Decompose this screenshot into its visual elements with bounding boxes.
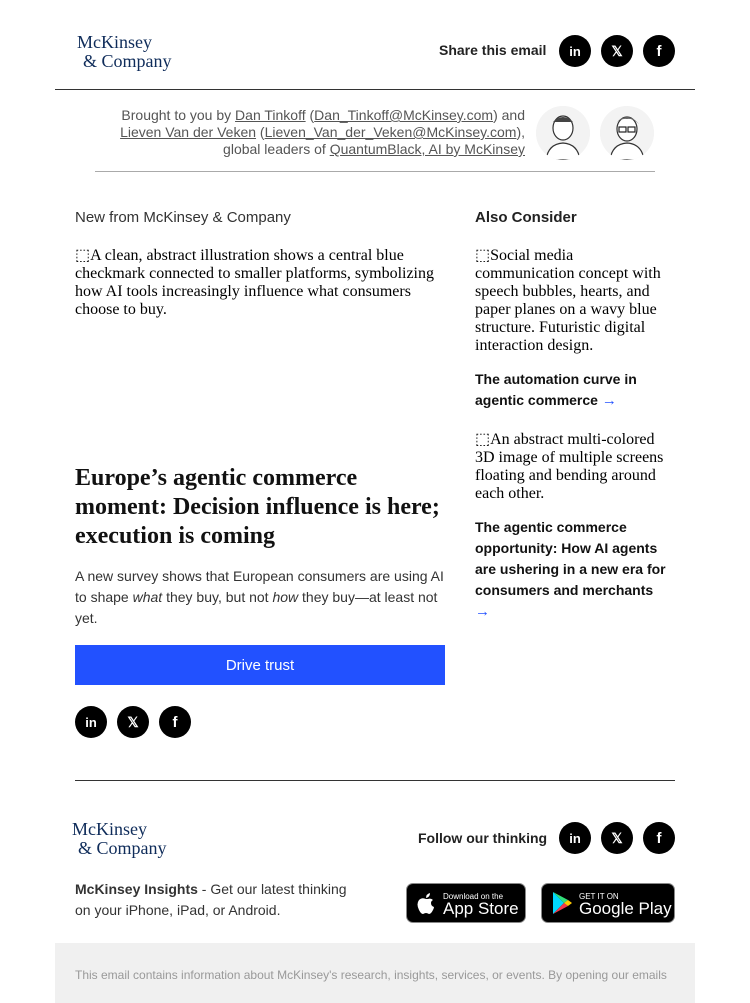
article-dek: A new survey shows that European consumers are using AI to shape what they buy, but not how they buy—at least not yet. [75, 568, 444, 626]
byline: Brought to you by Dan Tinkoff (Dan_Tinkoff@McKinsey.com) and Lieven Van der Veken (Lieven_Van_der_Veken@McKinsey.com), global leaders of QuantumBlack, AI by McKinsey [120, 107, 525, 157]
arrow-right-icon: → [475, 603, 490, 620]
x-icon[interactable]: 𝕏 [601, 35, 633, 67]
facebook-icon[interactable]: f [643, 35, 675, 67]
section-title: New from McKinsey & Company [75, 209, 291, 226]
drive-trust-button[interactable]: Drive trust [75, 645, 445, 685]
group-link[interactable]: QuantumBlack, AI by McKinsey [329, 141, 525, 157]
footer-divider [75, 780, 675, 781]
article-headline[interactable]: Europe’s agentic commerce moment: Decision influence is here; execution is coming [75, 465, 440, 549]
author1-link[interactable]: Dan Tinkoff [235, 107, 306, 123]
sidebar-link-2[interactable]: The agentic commerce opportunity: How AI agents are ushering in a new era for consumers and merchants → [475, 519, 666, 620]
footer-disclaimer: This email contains information about McKinsey's research, insights, services, or events. By opening our emails [75, 968, 667, 982]
author2-email-link[interactable]: Lieven_Van_der_Veken@McKinsey.com [264, 124, 517, 140]
apple-icon [415, 890, 437, 916]
arrow-right-icon: → [601, 392, 617, 409]
facebook-icon[interactable]: f [159, 706, 191, 738]
share-social-icons [559, 35, 675, 67]
share-label: Share this email [439, 42, 547, 58]
follow-social-icons [559, 822, 675, 854]
app-store-badge[interactable]: Download on the App Store [406, 883, 526, 923]
linkedin-icon[interactable]: in [559, 822, 591, 854]
sidebar-title: Also Consider [475, 209, 577, 226]
x-icon[interactable]: 𝕏 [601, 822, 633, 854]
follow-label: Follow our thinking [418, 830, 548, 846]
avatar-author1 [536, 106, 590, 160]
insights-promo: McKinsey Insights - Get our latest thinking on your iPhone, iPad, or Android. [75, 881, 347, 918]
broken-image-icon: ⬚ [75, 247, 91, 264]
article-social-icons [75, 706, 191, 738]
hero-image[interactable]: ⬚A clean, abstract illustration shows a central blue checkmark connected to smaller platforms, symbolizing how AI tools increasingly influence what consumers choose to buy. [75, 247, 434, 318]
byline-divider [95, 171, 655, 172]
broken-image-icon: ⬚ [475, 431, 491, 448]
author1-email-link[interactable]: Dan_Tinkoff@McKinsey.com [314, 107, 494, 123]
google-play-badge[interactable]: GET IT ON Google Play [541, 883, 675, 923]
sidebar-link-1[interactable]: The automation curve in agentic commerce → [475, 371, 637, 409]
sidebar-image-2[interactable]: ⬚An abstract multi-colored 3D image of multiple screens floating and bending around each other. [475, 431, 664, 502]
broken-image-icon: ⬚ [475, 247, 491, 264]
header-divider [55, 89, 695, 90]
avatar-author2 [600, 106, 654, 160]
author2-link[interactable]: Lieven Van der Veken [120, 124, 257, 140]
linkedin-icon[interactable]: in [75, 706, 107, 738]
sidebar-image-1[interactable]: ⬚Social media communication concept with speech bubbles, hearts, and paper planes on a wavy blue structure. Futuristic digital interaction design. [475, 247, 661, 354]
google-play-icon [551, 891, 573, 915]
x-icon[interactable]: 𝕏 [117, 706, 149, 738]
mckinsey-logo-footer[interactable]: McKinsey & Company [72, 819, 167, 858]
facebook-icon[interactable]: f [643, 822, 675, 854]
linkedin-icon[interactable]: in [559, 35, 591, 67]
mckinsey-logo[interactable]: McKinsey & Company [77, 32, 172, 71]
